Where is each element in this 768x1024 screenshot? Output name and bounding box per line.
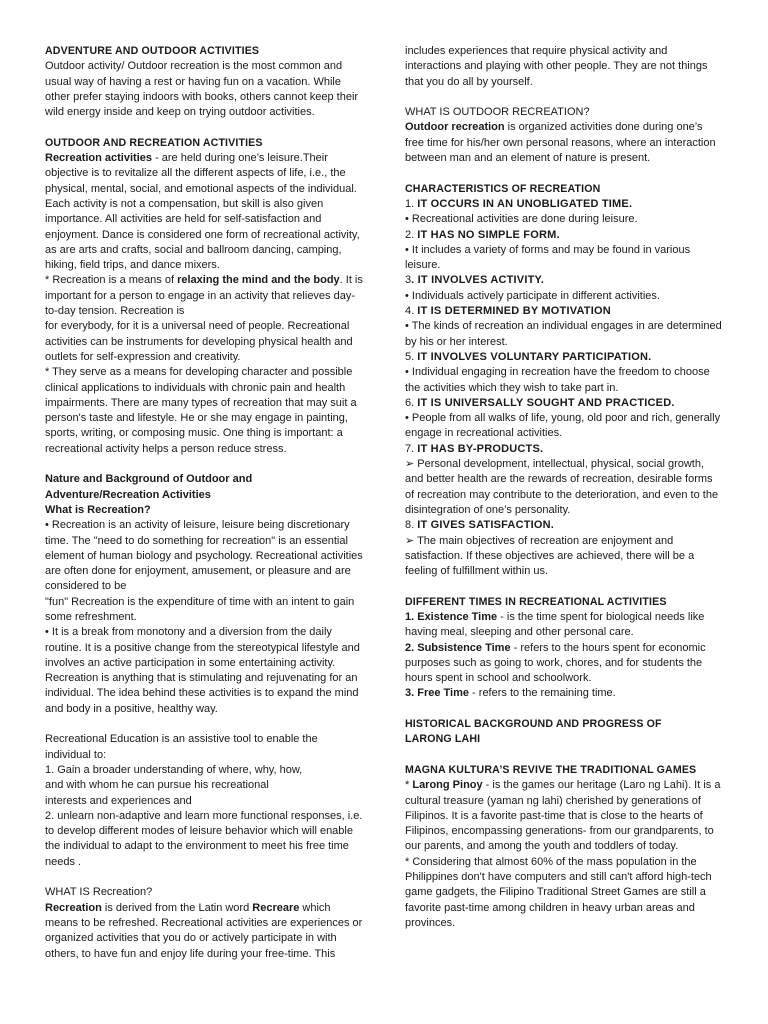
list-item: 6. IT IS UNIVERSALLY SOUGHT AND PRACTICED. [405, 396, 675, 409]
list-item: 7. IT HAS BY-PRODUCTS. [405, 442, 544, 455]
paragraph: for everybody, for it is a universal need of people. Recreational activities can be instruments for developing physical health and outlets for self-expression and creativity. [45, 320, 353, 363]
list-item: 3. IT INVOLVES ACTIVITY. [405, 274, 545, 287]
heading-magna-kultura: MAGNA KULTURA’S REVIVE THE TRADITIONAL GAMES [405, 763, 697, 776]
heading-characteristics: CHARACTERISTICS OF RECREATION [405, 182, 601, 195]
heading-historical-2: LARONG LAHI [405, 733, 481, 746]
paragraph: • Individuals actively participate in different activities. [405, 289, 660, 302]
subheading: WHAT IS OUTDOOR RECREATION? [405, 106, 590, 119]
paragraph: Recreation is derived from the Latin word Recreare which means to be refreshed. Recreational activities are experiences or organized activities that you do or actively participate in with others, to have fun and enjoy life during your free-time. This [45, 901, 363, 960]
paragraph: • It is a break from monotony and a diversion from the daily routine. It is a positive change from the stereotypical lifestyle and involves an active participation in some entertaining activity. Recreation is anything that is stimulating and rejuvenating for an individual. The idea behind these activities is to expand the mind and body in a positive, healthy way. [45, 626, 360, 715]
paragraph: * Larong Pinoy - is the games our heritage (Laro ng Lahi). It is a cultural treasure (yaman ng lahi) cherished by generations of Filipinos. It is a favorite past-time that is close to the hearts of Filipinos, encompassing generations- from our grandparents, to our parents, and among the youth and toddlers of today. [405, 779, 721, 853]
subheading: WHAT IS Recreation? [45, 886, 153, 899]
heading-what-is-recreation: What is Recreation? [45, 503, 151, 516]
paragraph: • Recreation is an activity of leisure, leisure being discretionary time. The "need to do something for recreation" is an essential element of human biology and psychology. Recreational activities are often done for enjoyment, amusement, or pleasure and are considered to be [45, 519, 363, 593]
list-item: 5. IT INVOLVES VOLUNTARY PARTICIPATION. [405, 350, 652, 363]
paragraph: ➢ Personal development, intellectual, physical, social growth, and better health are the rewards of recreation, desirable forms of recreation may contribute to the deterioration, and even to the disintegration of one’s personality. [405, 458, 719, 516]
left-column [45, 44, 365, 962]
paragraph: includes experiences that require physical activity and interactions and playing with other people. They are not things that you do all by yourself. [405, 45, 708, 88]
list-item: 2. IT HAS NO SIMPLE FORM. [405, 228, 560, 241]
paragraph: Recreation activities - are held during one’s leisure.Their objective is to revitalize all the different aspects of life, i.e., the physical, mental, social, and emotional aspects of the individual. Each activity is not a compensation, but skill is also given importance. All activities are held for self-satisfaction and enjoyment. Dance is considered one form of recreational activity, as are arts and crafts, social and ballroom dancing, camping, hiking, field trips, and dance mixers. [45, 152, 360, 272]
paragraph: Outdoor recreation is organized activities done during one’s free time for his/her own personal reasons, where an interaction between man and an element of nature is present. [405, 121, 716, 165]
list-item: 8. IT GIVES SATISFACTION. [405, 519, 555, 532]
paragraph: * They serve as a means for developing character and possible clinical applications to individuals with chronic pain and health impairments. There are many types of recreation that may suit a person's taste and lifestyle. He or she may engage in painting, sports, writing, or composing music. One thing is important: a recreational activity helps a person reduce stress. [45, 366, 357, 455]
list-item: 2. Subsistence Time - refers to the hours spent for economic purposes such as going to work, chores, and for students the hours spent in school and schoolwork. [405, 641, 706, 685]
paragraph: Recreational Education is an assistive tool to enable the individual to: [45, 733, 318, 761]
heading-different-times: DIFFERENT TIMES IN RECREATIONAL ACTIVITIES [405, 595, 667, 608]
list-item: 1. IT OCCURS IN AN UNOBLIGATED TIME. [405, 197, 633, 210]
paragraph: "fun" Recreation is the expenditure of time with an intent to gain some refreshment. [45, 595, 355, 623]
paragraph: Outdoor activity/ Outdoor recreation is the most common and usual way of having a rest or having fun on a vacation. While other prefer staying indoors with books, others cannot keep their wild energy inside and keep on trying outdoor activities. [45, 60, 359, 119]
list-item: 1. Existence Time - is the time spent for biological needs like having meal, sleeping and other personal care. [405, 610, 705, 639]
paragraph: • It includes a variety of forms and may be found in various leisure. [405, 243, 691, 272]
heading-outdoor-recreation: OUTDOOR AND RECREATION ACTIVITIES [45, 136, 263, 149]
heading-historical: HISTORICAL BACKGROUND AND PROGRESS OF [405, 718, 662, 731]
paragraph: * Recreation is a means of relaxing the mind and the body. It is important for a person to engage in an activity that relieves day-to-day tension. Recreation is [45, 274, 363, 318]
heading-adventure: ADVENTURE AND OUTDOOR ACTIVITIES [45, 45, 260, 57]
heading-nature-2: Adventure/Recreation Activities [45, 488, 211, 501]
paragraph: • Individual engaging in recreation have the freedom to choose the activities which they wish to take part in. [405, 366, 710, 394]
paragraph: • The kinds of recreation an individual engages in are determined by his or her interest. [405, 320, 722, 348]
paragraph: • Recreational activities are done during leisure. [405, 213, 638, 226]
list-item: 2. unlearn non-adaptive and learn more functional responses, i.e. to develop different modes of leisure behavior which will enable the individual to adapt to the environment to meet his free time needs . [45, 809, 363, 868]
list-item: 1. Gain a broader understanding of where, why, how, [45, 763, 303, 776]
right-column [405, 44, 723, 931]
paragraph: • People from all walks of life, young, old poor and rich, generally engage in recreational activities. [405, 412, 721, 440]
paragraph: * Considering that almost 60% of the mass population in the Philippines don't have computers and still can't afford high-tech game gadgets, the Filipino Traditional Street Games are still a favorite past-time among children in heavy urban areas and provinces. [405, 855, 712, 929]
heading-nature: Nature and Background of Outdoor and [45, 473, 253, 486]
list-item: 3. Free Time - refers to the remaining time. [405, 687, 616, 700]
list-item: and with whom he can pursue his recreational [45, 779, 269, 792]
list-item: 4. IT IS DETERMINED BY MOTIVATION [405, 305, 611, 318]
paragraph: ➢ The main objectives of recreation are enjoyment and satisfaction. If these objectives are achieved, there will be a feeling of fulfillment within us. [405, 534, 695, 578]
list-item: interests and experiences and [45, 794, 192, 807]
